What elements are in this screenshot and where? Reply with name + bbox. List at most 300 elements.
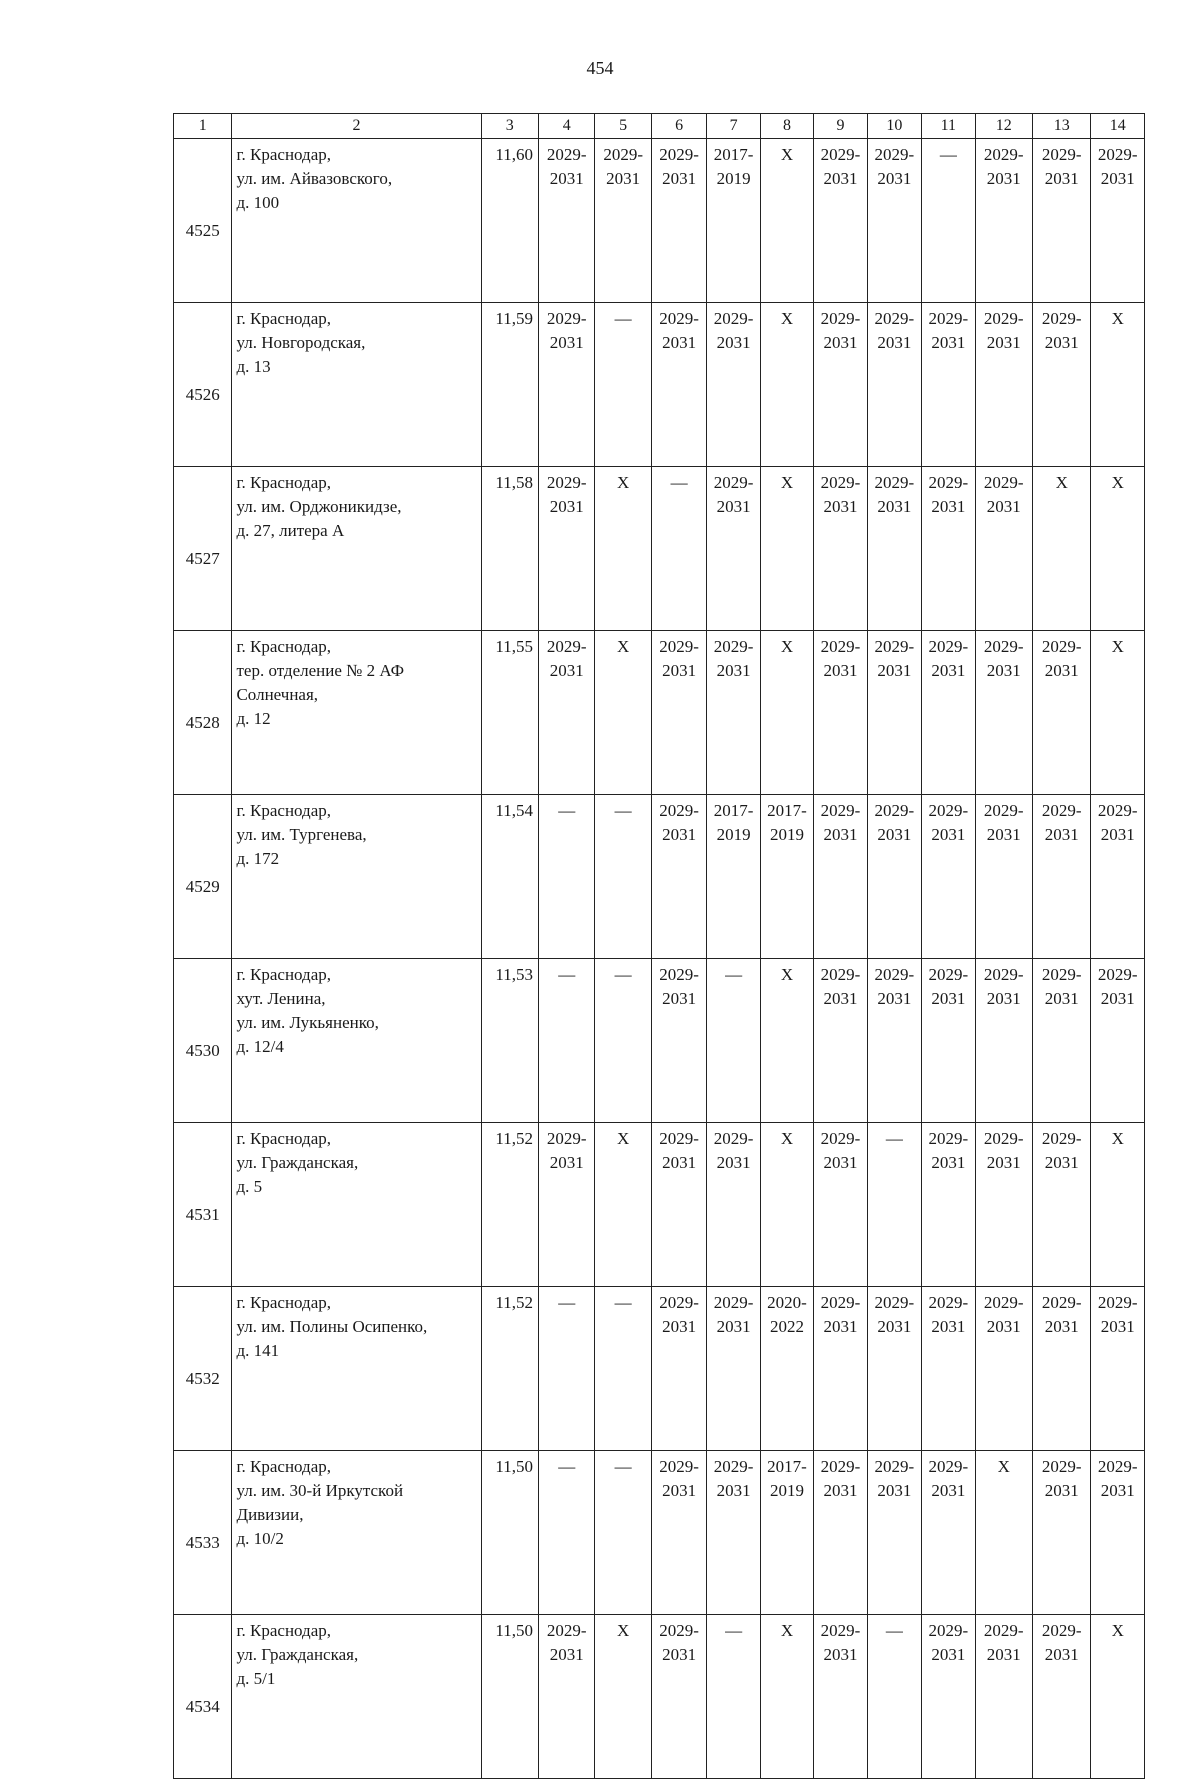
work-period-cell-col-12 (975, 1287, 1032, 1451)
address-cell (232, 631, 481, 795)
work-period-value: 2029- 2031 (659, 637, 699, 680)
work-period-value: 2029- 2031 (928, 309, 969, 352)
work-period-value: — (614, 1457, 632, 1476)
work-period-value: 2029- 2031 (874, 965, 915, 1008)
work-period-value: Х (780, 637, 794, 656)
address-line: ул. им. Айвазовского, (236, 169, 393, 188)
work-period-value: 2029- 2031 (713, 309, 754, 352)
work-period-cell-col-7 (707, 959, 760, 1123)
work-period-cell-col-6 (651, 1287, 706, 1451)
address-line: д. 5 (236, 1177, 263, 1196)
table-row (174, 795, 1145, 959)
address-line: г. Краснодар, (236, 1621, 332, 1640)
address-cell (232, 1287, 481, 1451)
address-cell (232, 467, 481, 631)
work-period-value: 2029- 2031 (820, 1621, 861, 1664)
table-row (174, 1287, 1145, 1451)
area-cell (481, 139, 538, 303)
work-period-cell-col-6 (651, 139, 706, 303)
work-period-cell-col-5 (595, 631, 651, 795)
work-period-value: 2029- 2031 (1041, 965, 1082, 1008)
work-period-cell-col-10 (867, 467, 921, 631)
work-period-cell-col-5 (595, 139, 651, 303)
work-period-value: 2029- 2031 (928, 637, 969, 680)
address-line: ул. им. 30-й Иркутской (236, 1481, 404, 1500)
work-period-value: 2029- 2031 (1041, 801, 1082, 844)
work-period-value: 2029- 2031 (820, 801, 861, 844)
address-line: Солнечная, (236, 685, 319, 704)
address-line: ул. им. Орджоникидзе, (236, 497, 402, 516)
address-line: ул. Новгородская, (236, 333, 366, 352)
table-row (174, 631, 1145, 795)
work-period-cell-col-13 (1033, 631, 1091, 795)
work-period-cell-col-7 (707, 139, 760, 303)
work-period-cell-col-11 (922, 631, 975, 795)
work-period-cell-col-12 (975, 139, 1032, 303)
work-period-value: 2029- 2031 (928, 473, 969, 516)
work-period-value: — (558, 965, 576, 984)
address-line: тер. отделение № 2 АФ (236, 661, 404, 680)
work-period-cell-col-10 (867, 631, 921, 795)
work-period-cell-col-14 (1091, 959, 1145, 1123)
work-period-cell-col-13 (1033, 139, 1091, 303)
work-period-value: 2029- 2031 (983, 1621, 1024, 1664)
work-period-value: 2029- 2031 (874, 1457, 915, 1500)
work-period-value: 2029- 2031 (928, 1621, 969, 1664)
work-period-value: Х (1111, 637, 1124, 656)
area-value: 11,54 (495, 801, 533, 820)
work-period-value: Х (997, 1457, 1010, 1476)
column-header-8: 8 (760, 114, 813, 139)
work-period-value: 2029- 2031 (659, 801, 699, 844)
column-header-1: 1 (174, 114, 232, 139)
work-period-cell-col-12 (975, 795, 1032, 959)
work-period-value: — (558, 1457, 576, 1476)
work-period-cell-col-9 (814, 467, 867, 631)
area-cell (481, 631, 538, 795)
column-header-13: 13 (1033, 114, 1091, 139)
work-period-cell-col-4 (538, 467, 594, 631)
work-period-cell-col-13 (1033, 795, 1091, 959)
work-period-value: 2029- 2031 (820, 637, 861, 680)
work-period-value: Х (1111, 1129, 1124, 1148)
address-line: г. Краснодар, (236, 1129, 332, 1148)
work-period-cell-col-4 (538, 303, 594, 467)
work-period-cell-col-4 (538, 1123, 594, 1287)
address-line: г. Краснодар, (236, 473, 332, 492)
work-period-value: Х (780, 309, 794, 328)
work-period-cell-col-5 (595, 1451, 651, 1615)
work-period-cell-col-5 (595, 1123, 651, 1287)
work-period-cell-col-9 (814, 1451, 867, 1615)
table-row (174, 959, 1145, 1123)
address-line: г. Краснодар, (236, 1457, 332, 1476)
work-period-cell-col-8 (760, 303, 813, 467)
area-value: 11,55 (495, 637, 533, 656)
area-value: 11,50 (495, 1457, 533, 1476)
address-line: д. 172 (236, 849, 280, 868)
work-period-value: Х (1055, 473, 1068, 492)
row-number: 4530 (174, 959, 232, 1123)
area-value: 11,60 (495, 145, 533, 164)
work-period-cell-col-13 (1033, 1451, 1091, 1615)
address-line: д. 12 (236, 709, 271, 728)
work-period-cell-col-6 (651, 959, 706, 1123)
column-header-14: 14 (1091, 114, 1145, 139)
work-period-cell-col-9 (814, 1123, 867, 1287)
work-period-value: — (725, 965, 743, 984)
work-period-value: — (614, 309, 632, 328)
column-header-10: 10 (867, 114, 921, 139)
area-cell (481, 1287, 538, 1451)
address-line: Дивизии, (236, 1505, 304, 1524)
work-period-cell-col-11 (922, 467, 975, 631)
work-period-value: 2029- 2031 (874, 309, 915, 352)
area-cell (481, 303, 538, 467)
column-header-6: 6 (651, 114, 706, 139)
row-number: 4527 (174, 467, 232, 631)
work-period-cell-col-10 (867, 303, 921, 467)
work-period-cell-col-9 (814, 1287, 867, 1451)
work-period-cell-col-5 (595, 959, 651, 1123)
work-period-cell-col-12 (975, 631, 1032, 795)
work-period-value: 2029- 2031 (1041, 1457, 1082, 1500)
work-period-value: 2029- 2031 (874, 473, 915, 516)
work-period-cell-col-14 (1091, 303, 1145, 467)
address-line: г. Краснодар, (236, 145, 332, 164)
work-period-value: — (614, 801, 632, 820)
work-period-cell-col-14 (1091, 467, 1145, 631)
work-period-value: 2029- 2031 (713, 1129, 754, 1172)
work-period-value: Х (780, 1129, 794, 1148)
address-line: г. Краснодар, (236, 801, 332, 820)
work-period-cell-col-8 (760, 959, 813, 1123)
work-period-value: 2029- 2031 (928, 1457, 969, 1500)
work-period-cell-col-11 (922, 303, 975, 467)
work-period-cell-col-14 (1091, 1123, 1145, 1287)
work-period-value: 2029- 2031 (983, 473, 1024, 516)
work-period-cell-col-9 (814, 303, 867, 467)
work-period-cell-col-7 (707, 1451, 760, 1615)
work-period-cell-col-4 (538, 795, 594, 959)
column-header-12: 12 (975, 114, 1032, 139)
address-line: д. 10/2 (236, 1529, 284, 1548)
work-period-value: 2029- 2031 (874, 145, 915, 188)
work-period-cell-col-11 (922, 1123, 975, 1287)
work-period-value: — (725, 1621, 743, 1640)
work-period-cell-col-12 (975, 467, 1032, 631)
address-line: д. 100 (236, 193, 280, 212)
address-line: ул. Гражданская, (236, 1153, 359, 1172)
work-period-cell-col-5 (595, 467, 651, 631)
work-period-cell-col-5 (595, 1287, 651, 1451)
work-period-cell-col-6 (651, 467, 706, 631)
work-period-value: 2029- 2031 (1097, 145, 1138, 188)
address-line: ул. им. Тургенева, (236, 825, 367, 844)
row-number: 4534 (174, 1615, 232, 1779)
address-line: ул. Гражданская, (236, 1645, 359, 1664)
work-period-cell-col-8 (760, 467, 813, 631)
address-line: д. 27, литера А (236, 521, 345, 540)
work-period-value: Х (617, 1129, 630, 1148)
work-period-value: 2029- 2031 (983, 1293, 1024, 1336)
work-period-cell-col-7 (707, 467, 760, 631)
work-period-cell-col-9 (814, 139, 867, 303)
work-period-value: 2029- 2031 (1097, 801, 1138, 844)
work-period-value: 2029- 2031 (1041, 637, 1082, 680)
work-period-value: 2029- 2031 (546, 1129, 587, 1172)
work-period-value: — (670, 473, 688, 492)
work-period-cell-col-14 (1091, 631, 1145, 795)
work-period-value: 2029- 2031 (659, 965, 699, 1008)
area-value: 11,58 (495, 473, 533, 492)
column-header-7: 7 (707, 114, 760, 139)
work-period-value: 2029- 2031 (659, 1621, 699, 1664)
work-period-value: Х (1111, 309, 1124, 328)
work-period-cell-col-6 (651, 1123, 706, 1287)
address-line: г. Краснодар, (236, 309, 332, 328)
row-number: 4533 (174, 1451, 232, 1615)
work-period-cell-col-9 (814, 959, 867, 1123)
work-period-cell-col-10 (867, 139, 921, 303)
column-header-2: 2 (232, 114, 481, 139)
row-number: 4526 (174, 303, 232, 467)
work-period-cell-col-11 (922, 139, 975, 303)
work-period-value: 2020- 2022 (767, 1293, 807, 1336)
work-period-value: 2029- 2031 (1041, 1621, 1082, 1664)
work-period-value: 2029- 2031 (659, 1293, 699, 1336)
work-period-value: 2029- 2031 (659, 1129, 699, 1172)
work-period-value: Х (780, 145, 794, 164)
work-period-cell-col-10 (867, 1287, 921, 1451)
work-period-value: 2029- 2031 (1097, 1457, 1138, 1500)
work-period-cell-col-8 (760, 631, 813, 795)
work-period-cell-col-4 (538, 1451, 594, 1615)
work-period-value: — (939, 145, 957, 164)
work-period-value: 2029- 2031 (928, 1293, 969, 1336)
work-period-cell-col-7 (707, 631, 760, 795)
work-period-value: 2029- 2031 (983, 801, 1024, 844)
area-value: 11,50 (495, 1621, 533, 1640)
work-period-cell-col-5 (595, 795, 651, 959)
work-period-cell-col-8 (760, 1287, 813, 1451)
work-period-value: 2029- 2031 (928, 965, 969, 1008)
work-period-cell-col-5 (595, 303, 651, 467)
address-cell (232, 1451, 481, 1615)
work-period-cell-col-6 (651, 631, 706, 795)
work-period-value: 2029- 2031 (874, 1293, 915, 1336)
work-period-cell-col-14 (1091, 139, 1145, 303)
work-period-value: 2029- 2031 (713, 1293, 754, 1336)
work-period-value: — (885, 1129, 903, 1148)
work-period-cell-col-4 (538, 139, 594, 303)
table-row (174, 139, 1145, 303)
column-header-5: 5 (595, 114, 651, 139)
work-period-cell-col-13 (1033, 303, 1091, 467)
work-period-value: 2029- 2031 (1041, 309, 1082, 352)
work-period-value: 2029- 2031 (1097, 965, 1138, 1008)
area-value: 11,53 (495, 965, 533, 984)
address-cell (232, 1123, 481, 1287)
work-period-value: 2029- 2031 (659, 1457, 699, 1500)
work-period-cell-col-6 (651, 1451, 706, 1615)
area-value: 11,59 (495, 309, 533, 328)
work-period-value: 2029- 2031 (820, 1129, 861, 1172)
work-period-value: 2029- 2031 (983, 1129, 1024, 1172)
work-period-value: 2029- 2031 (820, 1457, 861, 1500)
area-cell (481, 959, 538, 1123)
work-period-value: 2029- 2031 (983, 637, 1024, 680)
work-period-value: 2029- 2031 (713, 1457, 754, 1500)
work-period-value: 2029- 2031 (983, 965, 1024, 1008)
table-row (174, 467, 1145, 631)
work-period-cell-col-8 (760, 1123, 813, 1287)
work-period-value: Х (780, 1621, 794, 1640)
work-period-value: — (614, 965, 632, 984)
work-period-value: Х (617, 637, 630, 656)
work-period-cell-col-13 (1033, 1123, 1091, 1287)
work-period-value: 2017- 2019 (713, 145, 754, 188)
address-line: г. Краснодар, (236, 637, 332, 656)
work-period-cell-col-11 (922, 1451, 975, 1615)
area-value: 11,52 (495, 1129, 533, 1148)
table-row (174, 303, 1145, 467)
table-body (174, 114, 1145, 1779)
column-header-11: 11 (922, 114, 975, 139)
register-table (173, 113, 1145, 1779)
work-period-value: 2029- 2031 (659, 145, 699, 188)
address-cell (232, 795, 481, 959)
work-period-value: — (558, 1293, 576, 1312)
address-line: ул. им. Полины Осипенко, (236, 1317, 428, 1336)
address-line: д. 141 (236, 1341, 280, 1360)
work-period-cell-col-8 (760, 1451, 813, 1615)
work-period-cell-col-10 (867, 1123, 921, 1287)
work-period-cell-col-4 (538, 631, 594, 795)
work-period-value: 2029- 2031 (820, 1293, 861, 1336)
work-period-value: Х (617, 473, 630, 492)
row-number: 4525 (174, 139, 232, 303)
work-period-cell-col-4 (538, 959, 594, 1123)
address-line: хут. Ленина, (236, 989, 326, 1008)
work-period-cell-col-11 (922, 1287, 975, 1451)
work-period-value: Х (1111, 473, 1124, 492)
work-period-value: Х (780, 965, 794, 984)
work-period-cell-col-13 (1033, 1287, 1091, 1451)
area-cell (481, 467, 538, 631)
work-period-cell-col-10 (867, 959, 921, 1123)
work-period-value: 2029- 2031 (1041, 145, 1082, 188)
address-line: г. Краснодар, (236, 965, 332, 984)
address-cell (232, 303, 481, 467)
work-period-value: 2029- 2031 (928, 1129, 969, 1172)
work-period-value: 2029- 2031 (546, 473, 587, 516)
work-period-value: 2029- 2031 (820, 965, 861, 1008)
work-period-value: 2017- 2019 (713, 801, 754, 844)
work-period-cell-col-8 (760, 795, 813, 959)
row-number: 4531 (174, 1123, 232, 1287)
row-number: 4528 (174, 631, 232, 795)
work-period-cell-col-10 (867, 1451, 921, 1615)
work-period-value: 2017- 2019 (767, 1457, 807, 1500)
page-number: 454 (586, 58, 614, 78)
work-period-value: 2029- 2031 (820, 145, 861, 188)
table-row (174, 1123, 1145, 1287)
work-period-value: 2029- 2031 (713, 473, 754, 516)
work-period-value: 2029- 2031 (1097, 1293, 1138, 1336)
address-line: д. 13 (236, 357, 271, 376)
table-row (174, 1451, 1145, 1615)
work-period-value: 2029- 2031 (1041, 1293, 1082, 1336)
work-period-cell-col-8 (760, 139, 813, 303)
work-period-value: 2029- 2031 (546, 1621, 587, 1664)
work-period-value: 2029- 2031 (546, 637, 587, 680)
work-period-cell-col-13 (1033, 959, 1091, 1123)
work-period-value: Х (617, 1621, 630, 1640)
work-period-value: 2029- 2031 (820, 309, 861, 352)
work-period-value: 2029- 2031 (983, 145, 1024, 188)
column-header-3: 3 (481, 114, 538, 139)
work-period-cell-col-9 (814, 795, 867, 959)
work-period-value: 2029- 2031 (546, 145, 587, 188)
work-period-cell-col-4 (538, 1287, 594, 1451)
work-period-cell-col-13 (1033, 467, 1091, 631)
work-period-value: 2029- 2031 (603, 145, 643, 188)
work-period-value: 2029- 2031 (546, 309, 587, 352)
work-period-value: 2029- 2031 (983, 309, 1024, 352)
work-period-cell-col-14 (1091, 795, 1145, 959)
work-period-value: 2029- 2031 (928, 801, 969, 844)
row-number: 4529 (174, 795, 232, 959)
work-period-cell-col-11 (922, 959, 975, 1123)
work-period-value: 2029- 2031 (874, 637, 915, 680)
work-period-cell-col-11 (922, 795, 975, 959)
work-period-cell-col-12 (975, 1123, 1032, 1287)
work-period-cell-col-7 (707, 1287, 760, 1451)
header-row (174, 114, 1145, 139)
work-period-value: — (614, 1293, 632, 1312)
work-period-value: 2029- 2031 (659, 309, 699, 352)
work-period-cell-col-12 (975, 1451, 1032, 1615)
work-period-value: — (885, 1621, 903, 1640)
work-period-cell-col-7 (707, 795, 760, 959)
work-period-value: 2029- 2031 (1041, 1129, 1082, 1172)
address-cell (232, 139, 481, 303)
address-line: д. 12/4 (236, 1037, 284, 1056)
area-cell (481, 1451, 538, 1615)
work-period-cell-col-14 (1091, 1287, 1145, 1451)
area-cell (481, 1123, 538, 1287)
work-period-cell-col-12 (975, 959, 1032, 1123)
column-header-4: 4 (538, 114, 594, 139)
work-period-value: 2029- 2031 (820, 473, 861, 516)
work-period-value: Х (1111, 1621, 1124, 1640)
work-period-value: — (558, 801, 576, 820)
work-period-cell-col-9 (814, 631, 867, 795)
work-period-cell-col-7 (707, 1123, 760, 1287)
work-period-cell-col-6 (651, 795, 706, 959)
work-period-cell-col-10 (867, 795, 921, 959)
address-cell (232, 959, 481, 1123)
area-value: 11,52 (495, 1293, 533, 1312)
work-period-value: Х (780, 473, 794, 492)
address-line: д. 5/1 (236, 1669, 276, 1688)
work-period-cell-col-12 (975, 303, 1032, 467)
area-cell (481, 795, 538, 959)
work-period-value: 2029- 2031 (874, 801, 915, 844)
work-period-value: 2017- 2019 (767, 801, 807, 844)
address-line: г. Краснодар, (236, 1293, 332, 1312)
